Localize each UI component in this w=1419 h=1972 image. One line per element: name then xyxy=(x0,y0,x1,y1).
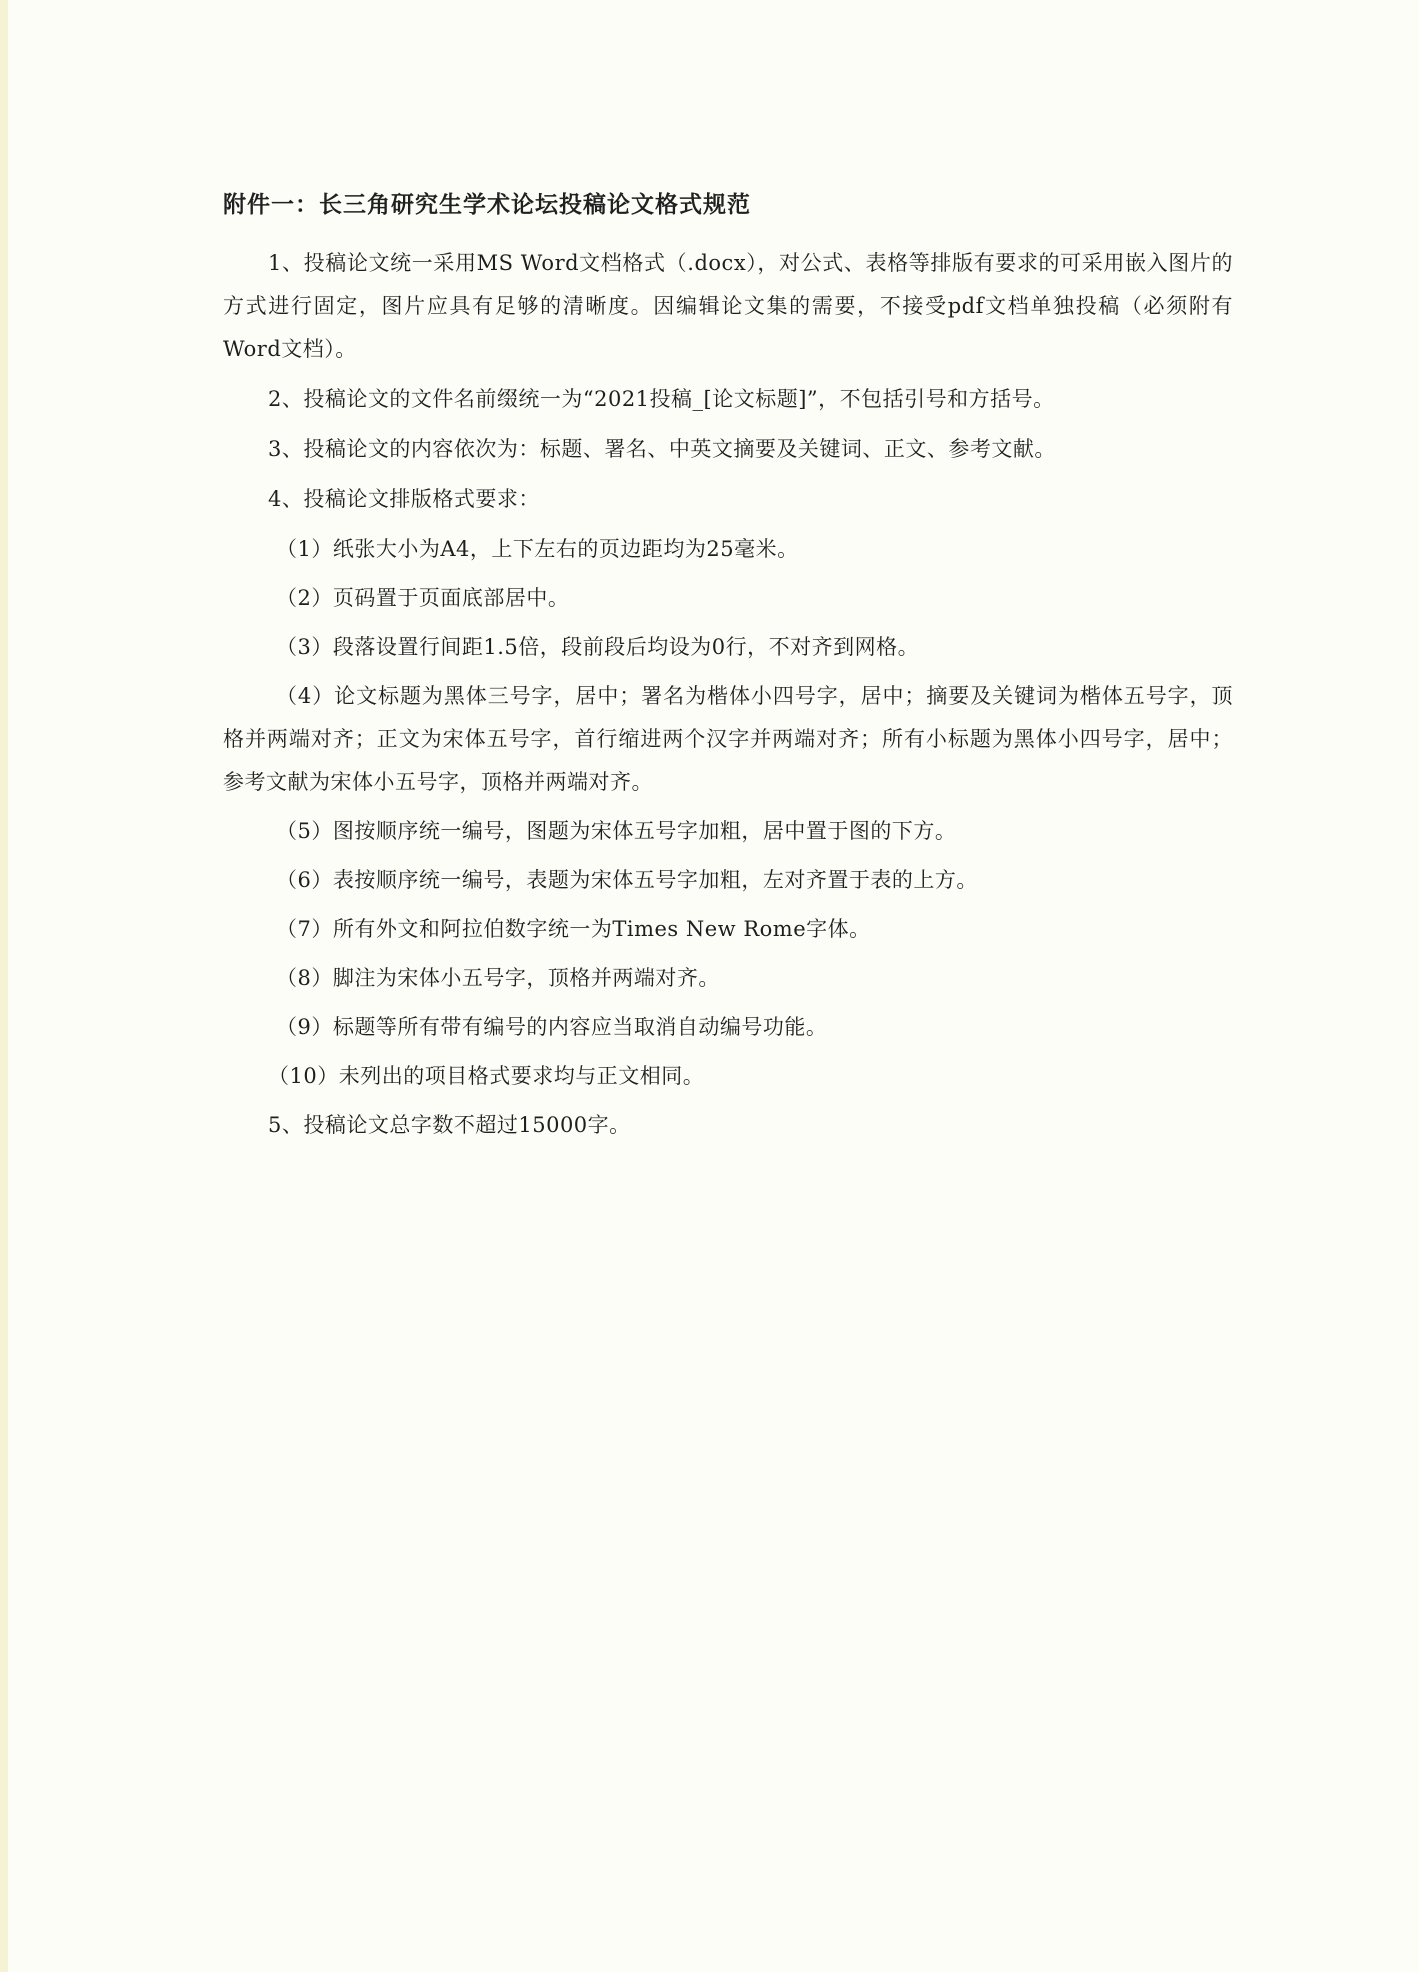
rule-4-7-latin-font: （7）所有外文和阿拉伯数字统一为Times New Rome字体。 xyxy=(276,917,871,941)
rule-4-10-other: （10）未列出的项目格式要求均与正文相同。 xyxy=(268,1064,705,1088)
rule-4-layout-requirements: 4、投稿论文排版格式要求： xyxy=(268,487,540,511)
rule-4-4-fonts: （4）论文标题为黑体三号字，居中；署名为楷体小四号字，居中；摘要及关键词为楷体五号字，顶格并两端对齐；正文为宋体五号字，首行缩进两个汉字并两端对齐；所有小标题为黑体小四号字，居中；参考文献为宋体小五号字，顶格并两端对齐。 xyxy=(223,684,1233,794)
rule-4-3-paragraph-spacing: （3）段落设置行间距1.5倍，段前段后均设为0行，不对齐到网格。 xyxy=(276,635,920,659)
rule-3-content-order: 3、投稿论文的内容依次为：标题、署名、中英文摘要及关键词、正文、参考文献。 xyxy=(268,437,1056,461)
rule-4-5-figures: （5）图按顺序统一编号，图题为宋体五号字加粗，居中置于图的下方。 xyxy=(276,819,957,843)
rule-1-file-format: 1、投稿论文统一采用MS Word文档格式（.docx），对公式、表格等排版有要求的可采用嵌入图片的方式进行固定，图片应具有足够的清晰度。因编辑论文集的需要，不接受pdf文档单独投稿（必须附有Word文档）。 xyxy=(223,251,1233,361)
rule-4-8-footnotes: （8）脚注为宋体小五号字，顶格并两端对齐。 xyxy=(276,966,720,990)
document-heading: 附件一：长三角研究生学术论坛投稿论文格式规范 xyxy=(223,192,751,218)
rule-5-word-count: 5、投稿论文总字数不超过15000字。 xyxy=(268,1113,631,1137)
rule-4-2-page-number: （2）页码置于页面底部居中。 xyxy=(276,586,570,610)
scan-edge-strip xyxy=(0,0,8,1972)
rule-4-6-tables: （6）表按顺序统一编号，表题为宋体五号字加粗，左对齐置于表的上方。 xyxy=(276,868,978,892)
rule-2-file-name: 2、投稿论文的文件名前缀统一为“2021投稿_[论文标题]”，不包括引号和方括号。 xyxy=(268,387,1055,411)
rule-4-1-paper-size: （1）纸张大小为A4，上下左右的页边距均为25毫米。 xyxy=(276,537,799,561)
document-body xyxy=(223,186,1233,1154)
rule-4-9-auto-numbering: （9）标题等所有带有编号的内容应当取消自动编号功能。 xyxy=(276,1015,828,1039)
